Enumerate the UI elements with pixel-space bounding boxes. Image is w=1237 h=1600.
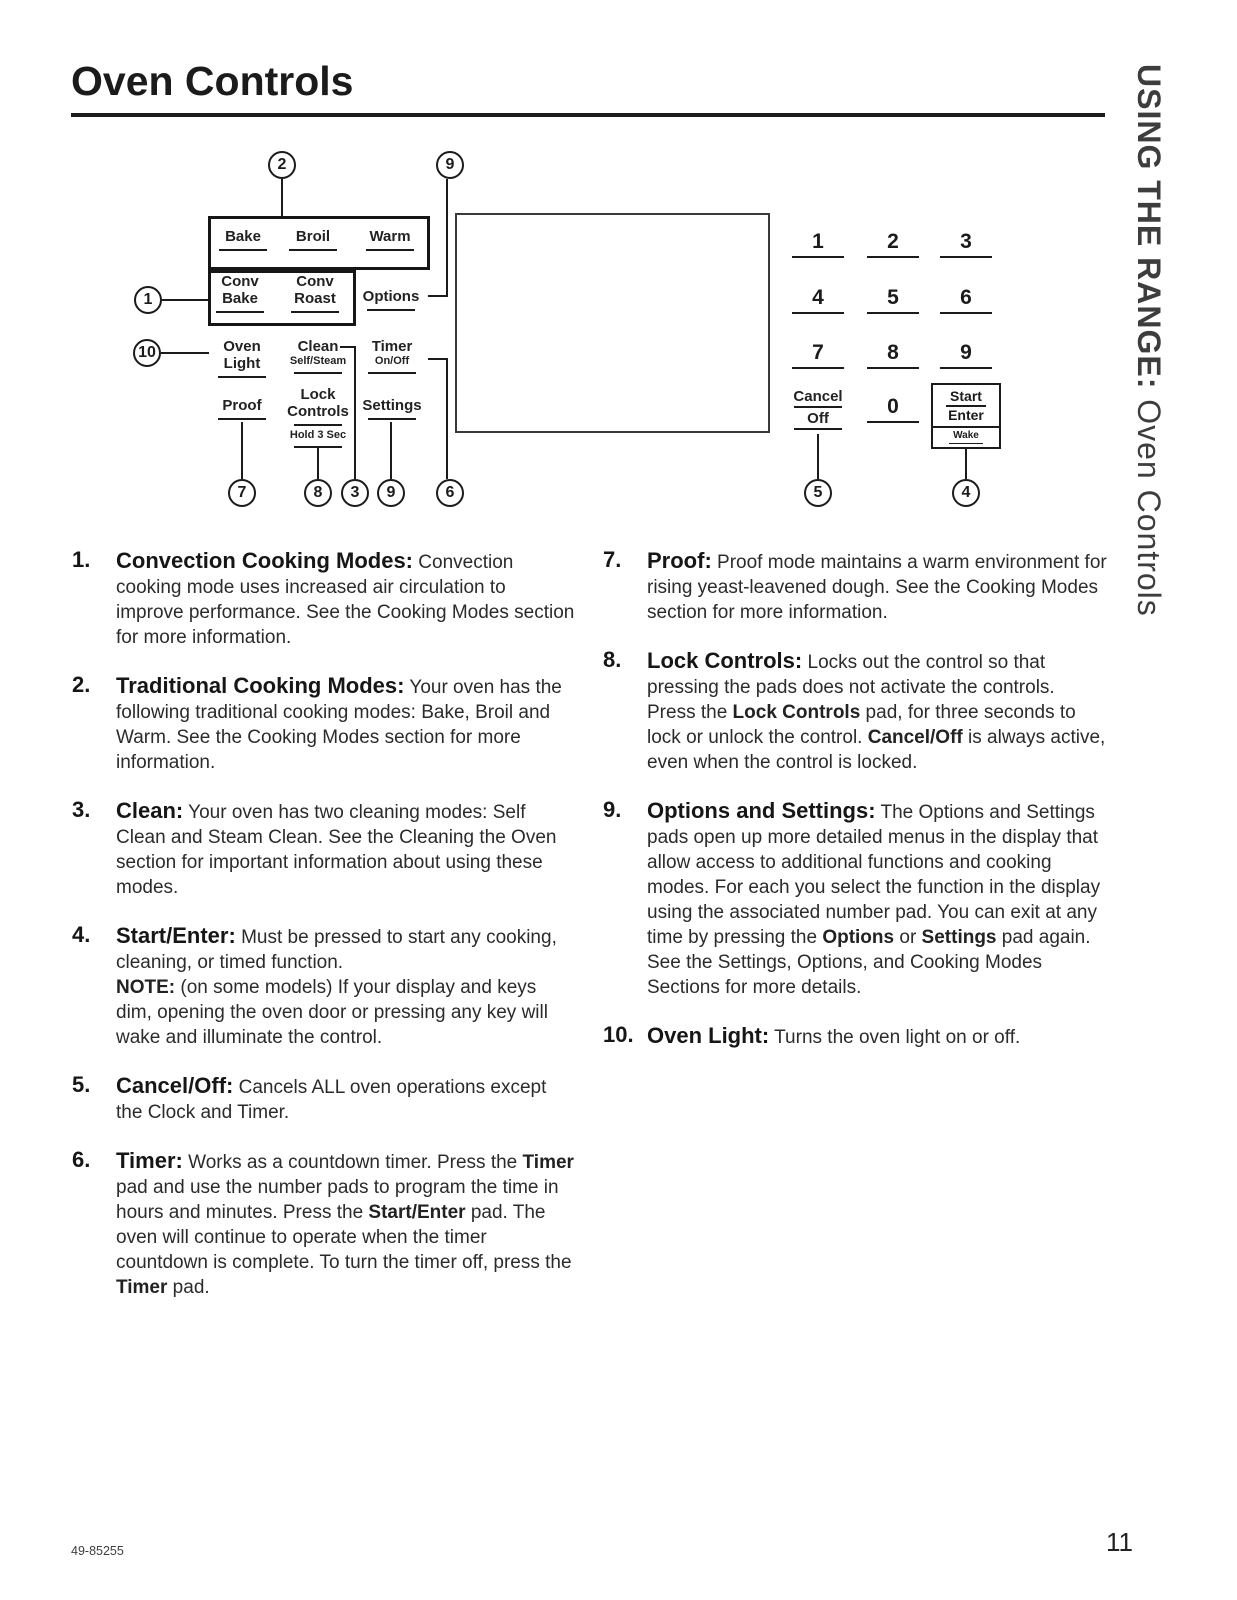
item-term: Convection Cooking Modes: — [116, 548, 413, 573]
connector-line — [428, 295, 448, 297]
display-window — [455, 213, 770, 433]
connector-line — [390, 422, 392, 479]
pad-clean-sublabel: Self/Steam — [289, 355, 347, 367]
callout-6-label: 6 — [445, 484, 455, 501]
start-box-divider — [933, 426, 999, 428]
item-term: Cancel/Off: — [116, 1073, 234, 1098]
item-body: Locks out the control so that pressing the pads does not activate the controls. Press the Lock Controls pad, for three seconds to lock or unlock the control. Cancel/Off is always active, even when the control is locked. — [647, 652, 1106, 773]
pad-lock-label2: Controls — [287, 403, 349, 420]
callout-10-label: 10 — [138, 344, 156, 361]
item-number: 2. — [72, 672, 91, 697]
item-number: 3. — [72, 797, 91, 822]
side-tab-subsection: Oven Controls — [1131, 389, 1167, 617]
pad-conv-bake — [202, 273, 278, 313]
item-term: Lock Controls: — [647, 648, 803, 673]
callout-7 — [228, 479, 256, 507]
pad-cancel-label2: Off — [807, 410, 829, 427]
item-body: Must be pressed to start any cooking, cleaning, or timed function. NOTE: (on some models) If your display and keys dim, opening the oven door or pressing any key will wake and illuminate the control. — [116, 927, 557, 1048]
pad-settings-label: Settings — [362, 397, 422, 414]
keypad-2 — [855, 230, 931, 258]
pad-underline — [289, 249, 337, 251]
callout-6 — [436, 479, 464, 507]
pad-underline — [216, 311, 264, 313]
keypad-8 — [855, 341, 931, 369]
pad-start-label1: Start — [950, 388, 982, 404]
pad-conv-bake-label2: Bake — [222, 290, 258, 307]
pad-underline — [218, 418, 266, 420]
keypad-8-label: 8 — [887, 341, 899, 364]
pad-underline — [367, 309, 415, 311]
page-title: Oven Controls — [71, 58, 354, 104]
pad-oven-light — [204, 338, 280, 378]
callout-9-bottom-label: 9 — [386, 484, 396, 501]
pad-conv-roast-label1: Conv — [296, 273, 334, 290]
key-underline — [940, 312, 992, 314]
keypad-7-label: 7 — [812, 341, 824, 364]
key-underline — [867, 421, 919, 423]
keypad-9-label: 9 — [960, 341, 972, 364]
item-term: Clean: — [116, 798, 184, 823]
connector-line — [317, 446, 319, 479]
connector-line — [161, 352, 209, 354]
item-number: 4. — [72, 922, 91, 947]
item-term: Start/Enter: — [116, 923, 236, 948]
item-body: Your oven has the following traditional cooking modes: Bake, Broil and Warm. See the Cooking Modes section for more information. — [116, 677, 562, 773]
pad-warm-label: Warm — [369, 228, 411, 245]
keypad-3-label: 3 — [960, 230, 972, 253]
connector-line — [162, 299, 208, 301]
callout-4-label: 4 — [961, 484, 971, 501]
pad-broil — [275, 228, 351, 251]
list-item-3 — [72, 798, 577, 900]
pad-start-enter — [931, 383, 1001, 449]
callout-5 — [804, 479, 832, 507]
item-body: Your oven has two cleaning modes: Self Clean and Steam Clean. See the Cleaning the Oven section for important information about using these modes. — [116, 802, 557, 898]
callout-2 — [268, 151, 296, 179]
pad-options-label: Options — [362, 288, 420, 305]
pad-underline — [294, 424, 342, 426]
list-item-9 — [603, 798, 1108, 1000]
title-rule — [71, 113, 1105, 117]
item-body: Cancels ALL oven operations except the Clock and Timer. — [116, 1077, 547, 1123]
pad-wake-label: Wake — [953, 430, 979, 441]
pad-timer-label: Timer — [371, 338, 413, 355]
connector-line — [340, 346, 356, 348]
control-panel-diagram — [72, 140, 1112, 520]
list-item-2 — [72, 673, 577, 775]
pad-underline — [368, 372, 416, 374]
pad-underline — [218, 376, 266, 378]
body-columns — [72, 548, 1108, 1323]
keypad-7 — [780, 341, 856, 369]
list-item-6 — [72, 1148, 577, 1300]
item-number: 8. — [603, 647, 622, 672]
page-number: 11 — [1106, 1527, 1133, 1557]
pad-underline — [794, 428, 842, 430]
item-body: Proof mode maintains a warm environment for rising yeast-leavened dough. See the Cooking Modes section for more information. — [647, 552, 1107, 623]
pad-proof-label: Proof — [222, 397, 262, 414]
pad-oven-light-label2: Light — [223, 355, 261, 372]
pad-bake — [205, 228, 281, 251]
pad-conv-roast-label2: Roast — [294, 290, 336, 307]
connector-line — [281, 179, 283, 216]
key-underline — [792, 256, 844, 258]
callout-2-label: 2 — [277, 156, 287, 173]
keypad-4 — [780, 286, 856, 314]
list-item-4 — [72, 923, 577, 1050]
keypad-5 — [855, 286, 931, 314]
keypad-1-label: 1 — [812, 230, 824, 253]
pad-broil-label: Broil — [295, 228, 331, 245]
key-underline — [867, 256, 919, 258]
connector-line — [446, 179, 448, 297]
pad-underline — [219, 249, 267, 251]
keypad-1 — [780, 230, 856, 258]
connector-line — [428, 358, 448, 360]
keypad-0-label: 0 — [887, 395, 899, 418]
item-number: 7. — [603, 547, 622, 572]
pad-settings — [354, 397, 430, 420]
keypad-3 — [928, 230, 1004, 258]
pad-proof — [204, 397, 280, 420]
item-number: 6. — [72, 1147, 91, 1172]
list-item-8 — [603, 648, 1108, 775]
item-number: 10. — [603, 1022, 634, 1047]
keypad-4-label: 4 — [812, 286, 824, 309]
pad-conv-bake-label1: Conv — [221, 273, 259, 290]
item-number: 1. — [72, 547, 91, 572]
item-body: Convection cooking mode uses increased air circulation to improve performance. See the Cooking Modes section for more information. — [116, 552, 575, 648]
pad-options — [353, 288, 429, 311]
pad-cancel-off — [780, 388, 856, 430]
pad-clean — [280, 338, 356, 374]
key-underline — [867, 312, 919, 314]
right-column — [603, 548, 1108, 1323]
pad-underline — [949, 443, 983, 444]
callout-3-label: 3 — [350, 484, 360, 501]
side-tab — [1130, 64, 1167, 617]
item-term: Options and Settings: — [647, 798, 876, 823]
keypad-0 — [855, 395, 931, 423]
connector-line — [354, 346, 356, 479]
left-column — [72, 548, 577, 1323]
pad-underline — [294, 372, 342, 374]
item-number: 5. — [72, 1072, 91, 1097]
pad-cancel-label1: Cancel — [793, 388, 843, 405]
pad-timer — [354, 338, 430, 374]
connector-line — [446, 358, 448, 479]
keypad-6-label: 6 — [960, 286, 972, 309]
key-underline — [867, 367, 919, 369]
pad-bake-label: Bake — [225, 228, 261, 245]
pad-underline — [794, 406, 842, 408]
pad-underline — [368, 418, 416, 420]
pad-oven-light-label1: Oven — [223, 338, 261, 355]
callout-1 — [134, 286, 162, 314]
item-body: The Options and Settings pads open up more detailed menus in the display that allow access to additional functions and cooking modes. For each you select the function in the display using the associated number pad. You can exit at any time by pressing the Options or Settings pad again. See the Settings, Options, and Cooking Modes Sections for more details. — [647, 802, 1101, 998]
connector-line — [817, 434, 819, 479]
callout-1-label: 1 — [143, 291, 153, 308]
list-item-7 — [603, 548, 1108, 625]
item-number: 9. — [603, 797, 622, 822]
pad-lock-label1: Lock — [300, 386, 336, 403]
callout-8-label: 8 — [313, 484, 323, 501]
list-item-5 — [72, 1073, 577, 1125]
callout-8 — [304, 479, 332, 507]
pad-underline — [291, 311, 339, 313]
item-term: Oven Light: — [647, 1023, 770, 1048]
key-underline — [792, 312, 844, 314]
callout-3 — [341, 479, 369, 507]
keypad-2-label: 2 — [887, 230, 899, 253]
item-body: Turns the oven light on or off. — [769, 1027, 1021, 1048]
pad-timer-sublabel: On/Off — [374, 355, 410, 367]
pad-warm — [352, 228, 428, 251]
keypad-9 — [928, 341, 1004, 369]
list-item-10 — [603, 1023, 1108, 1050]
pad-conv-roast — [277, 273, 353, 313]
callout-9-top — [436, 151, 464, 179]
keypad-5-label: 5 — [887, 286, 899, 309]
callout-4 — [952, 479, 980, 507]
pad-lock-controls — [280, 386, 356, 448]
key-underline — [940, 367, 992, 369]
callout-9-top-label: 9 — [445, 156, 455, 173]
item-term: Timer: — [116, 1148, 183, 1173]
connector-line — [241, 422, 243, 479]
callout-10 — [133, 339, 161, 367]
callout-9-bottom — [377, 479, 405, 507]
pad-start-label2: Enter — [948, 407, 984, 423]
key-underline — [940, 256, 992, 258]
connector-line — [965, 449, 967, 479]
keypad-6 — [928, 286, 1004, 314]
list-item-1 — [72, 548, 577, 650]
side-tab-section: USING THE RANGE: — [1131, 64, 1167, 390]
callout-5-label: 5 — [813, 484, 823, 501]
doc-number: 49-85255 — [71, 1544, 124, 1558]
pad-underline — [366, 249, 414, 251]
item-term: Proof: — [647, 548, 712, 573]
pad-clean-label: Clean — [297, 338, 339, 355]
pad-lock-sublabel: Hold 3 Sec — [289, 429, 347, 441]
item-term: Traditional Cooking Modes: — [116, 673, 405, 698]
item-body: Works as a countdown timer. Press the Timer pad and use the number pads to program the time in hours and minutes. Press the Start/Enter pad. The oven will continue to operate when the timer countdown is complete. To turn the timer off, press the Timer pad. — [116, 1152, 574, 1298]
callout-7-label: 7 — [237, 484, 247, 501]
key-underline — [792, 367, 844, 369]
